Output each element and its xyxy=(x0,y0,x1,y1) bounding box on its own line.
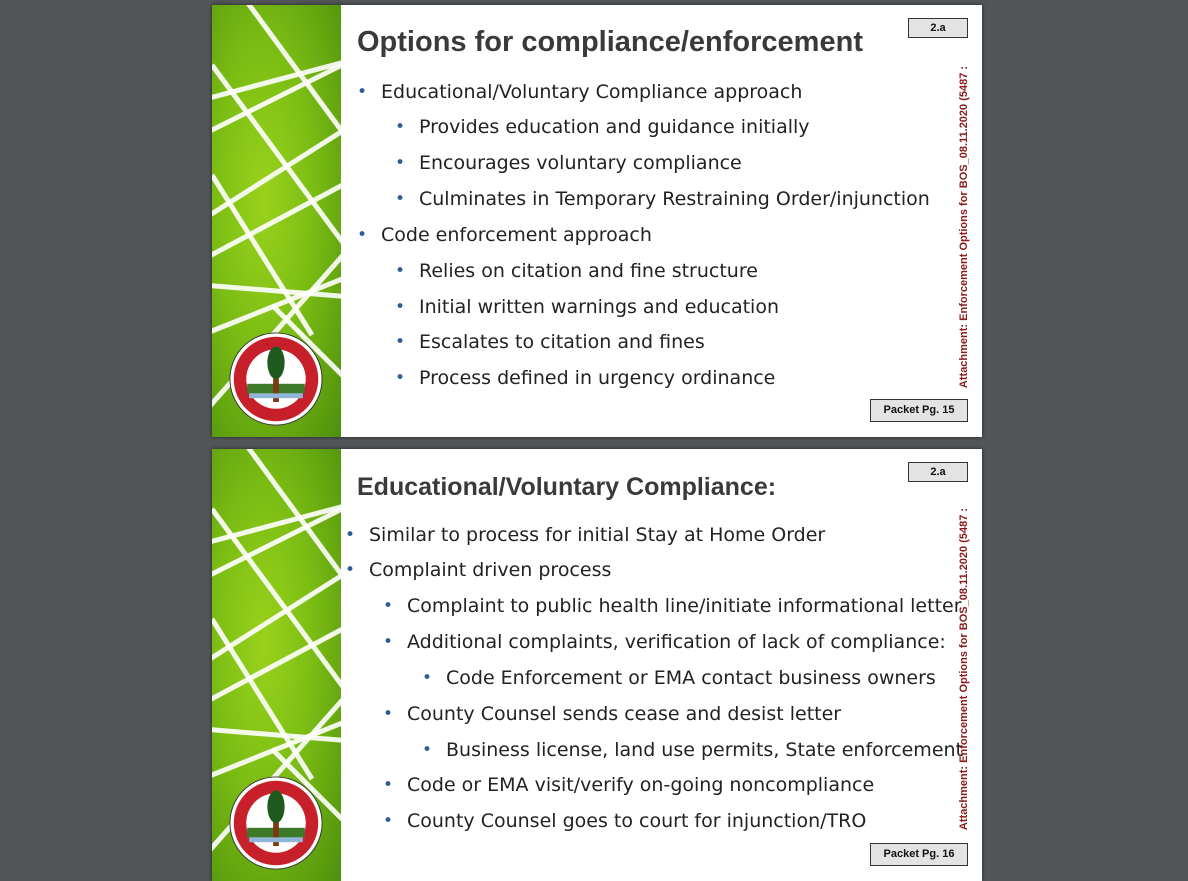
sub-bullet-item: • Code or EMA visit/verify on-going noncompliance xyxy=(383,774,875,796)
packet-page-label: Packet Pg. 15 xyxy=(870,399,968,422)
sub-bullet-item: • Escalates to citation and fines xyxy=(395,331,705,353)
bullet-icon: • xyxy=(383,775,394,795)
sub-bullet-item: • Relies on citation and fine structure xyxy=(395,260,758,282)
bullet-item: • Complaint driven process xyxy=(345,559,612,581)
bullet-item: • Similar to process for initial Stay at Home Order xyxy=(345,524,826,546)
sub-bullet-item: • Culminates in Temporary Restraining Order/injunction xyxy=(395,188,930,210)
county-seal-icon xyxy=(228,331,324,427)
bullet-icon: • xyxy=(395,117,406,137)
sub-bullet-item: • Complaint to public health line/initiate informational letter xyxy=(383,595,962,617)
green-decorative-panel xyxy=(212,449,341,881)
pdf-page-15 xyxy=(212,5,982,437)
green-decorative-panel xyxy=(212,5,341,437)
bullet-icon: • xyxy=(422,740,433,760)
bullet-icon: • xyxy=(395,153,406,173)
sub-bullet-item: • County Counsel sends cease and desist letter xyxy=(383,703,842,725)
sub-bullet-item: • Initial written warnings and education xyxy=(395,296,779,318)
county-seal-icon xyxy=(228,775,324,871)
bullet-icon: • xyxy=(345,560,356,580)
sub-sub-bullet-item: • Business license, land use permits, State enforcement xyxy=(422,739,963,761)
bullet-icon: • xyxy=(395,297,406,317)
sub-sub-bullet-item: • Code Enforcement or EMA contact business owners xyxy=(422,667,936,689)
bullet-item: • Educational/Voluntary Compliance approach xyxy=(357,81,803,103)
bullet-icon: • xyxy=(395,261,406,281)
bullet-icon: • xyxy=(383,632,394,652)
attachment-label: Attachment: Enforcement Options for BOS_08.11.2020 (5487 : xyxy=(958,507,970,831)
agenda-item-badge: 2.a xyxy=(908,462,968,482)
bullet-icon: • xyxy=(383,704,394,724)
sub-bullet-item: • Additional complaints, verification of lack of compliance: xyxy=(383,631,946,653)
attachment-label: Attachment: Enforcement Options for BOS_08.11.2020 (5487 : xyxy=(958,65,970,389)
sub-bullet-item: • County Counsel goes to court for injunction/TRO xyxy=(383,810,867,832)
bullet-icon: • xyxy=(383,811,394,831)
bullet-icon: • xyxy=(357,82,368,102)
sub-bullet-item: • Encourages voluntary compliance xyxy=(395,152,742,174)
pdf-page-16 xyxy=(212,449,982,881)
sub-bullet-item: • Provides education and guidance initially xyxy=(395,116,810,138)
sub-bullet-item: • Process defined in urgency ordinance xyxy=(395,367,776,389)
slide-title: Options for compliance/enforcement xyxy=(357,26,863,58)
bullet-icon: • xyxy=(395,368,406,388)
bullet-icon: • xyxy=(422,668,433,688)
bullet-icon: • xyxy=(383,596,394,616)
packet-page-label: Packet Pg. 16 xyxy=(870,843,968,866)
bullet-icon: • xyxy=(395,332,406,352)
bullet-icon: • xyxy=(395,189,406,209)
bullet-icon: • xyxy=(357,225,368,245)
bullet-icon: • xyxy=(345,525,356,545)
agenda-item-badge: 2.a xyxy=(908,18,968,38)
slide-title: Educational/Voluntary Compliance: xyxy=(357,473,777,501)
bullet-item: • Code enforcement approach xyxy=(357,224,652,246)
